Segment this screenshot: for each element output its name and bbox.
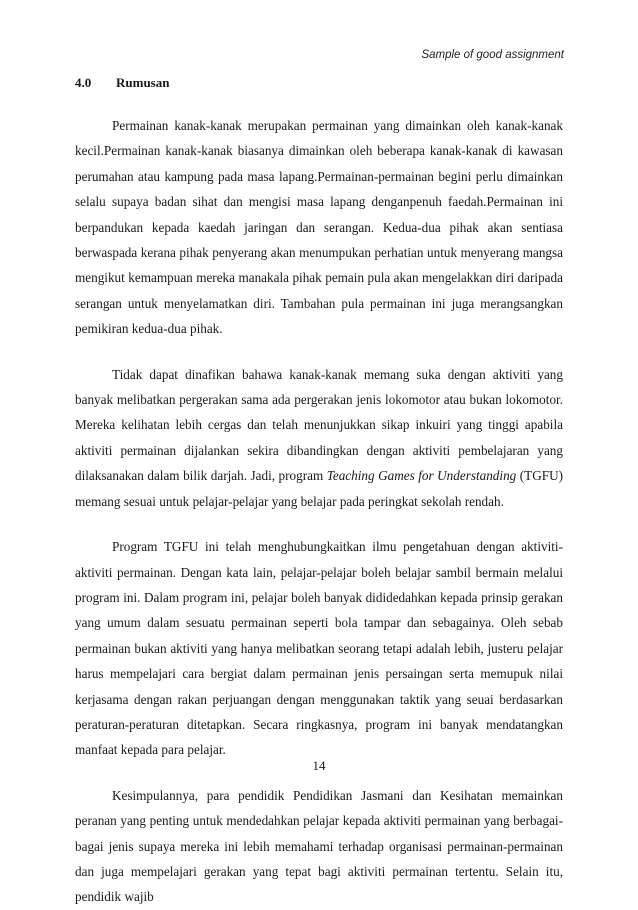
page-number: 14 <box>312 758 326 773</box>
paragraph-1: Permainan kanak-kanak merupakan permainan yang dimainkan oleh kanak-kanak kecil.Permainan kanak-kanak biasanya dimainkan oleh beberapa kanak-kanak di kawasan perumahan atau kampung pada masa lapang.Permainan-permainan begini perlu dimainkan selalu supaya badan sihat dan mengisi masa lapang denganpenuh faedah.Permainan ini berpandukan kepada kaedah jaringan dan serangan. Kedua-dua pihak akan sentiasa berwaspada kerana pihak penyerang akan menumpukan perhatian untuk menyerang mangsa mengikut kemampuan mereka manakala pihak pemain pula akan mengelakkan diri daripada serangan untuk menyelamatkan diri. Tambahan pula permainan ini juga merangsangkan pemikiran kedua-dua pihak. <box>75 118 563 337</box>
paragraph-2 <box>75 362 563 514</box>
section-heading <box>75 75 169 91</box>
paragraph-2-text-start: Tidak dapat dinafikan bahawa kanak-kanak memang suka dengan aktiviti yang banyak melibatkan pergerakan sama ada pergerakan jenis lokomotor atau bukan lokomotor. Mereka kelihatan lebih cergas dan telah menunjukkan sikap inkuiri yang tinggi apabila aktiviti permainan dijalankan sekira dibandingkan dengan aktiviti pembelajaran yang dilaksanakan dalam bilik darjah. Jadi, program <box>75 366 563 484</box>
paragraph-4: Kesimpulannya, para pendidik Pendidikan Jasmani dan Kesihatan memainkan peranan yang penting untuk mendedahkan pelajar kepada aktiviti permainan yang berbagai-bagai jenis supaya mereka ini lebih memahami terhadap organisasi permainan-permainan dan juga mempelajari gerakan yang tepat bagi aktiviti permainan tertentu. Selain itu, pendidik wajib <box>75 787 563 905</box>
paragraph-3: Program TGFU ini telah menghubungkaitkan ilmu pengetahuan dengan aktiviti- aktiviti permainan. Dengan kata lain, pelajar-pelajar boleh belajar sambil bermain melalui program ini. Dalam program ini, pelajar boleh banyak dididedahkan kepada prinsip gerakan yang umum dalam sesuatu permainan seperti bola tampar dan sebagainya. Oleh sebab permainan bukan aktiviti yang hanya melibatkan seorang tetapi adalah lebih, justeru pelajar harus mempelajari cara bergiat dalam permainan jenis persaingan serta memupuk nilai kerjasama dengan rakan perjuangan dengan menggunakan taktik yang seuai berdasarkan peraturan-peraturan ditetapkan. Secara ringkasnya, program ini banyak mendatangkan manfaat kepada para pelajar. <box>75 539 563 758</box>
section-number: 4.0 <box>75 75 92 90</box>
header-note: Sample of good assignment <box>421 49 564 61</box>
section-title: Rumusan <box>116 75 170 90</box>
body-text <box>75 113 563 910</box>
paragraph-2-text-end: (TGFU) memang sesuai untuk pelajar-pelajar yang belajar pada peringkat sekolah rendah. <box>75 468 563 509</box>
program-title-italic: Teaching Games for Understanding <box>326 468 517 484</box>
